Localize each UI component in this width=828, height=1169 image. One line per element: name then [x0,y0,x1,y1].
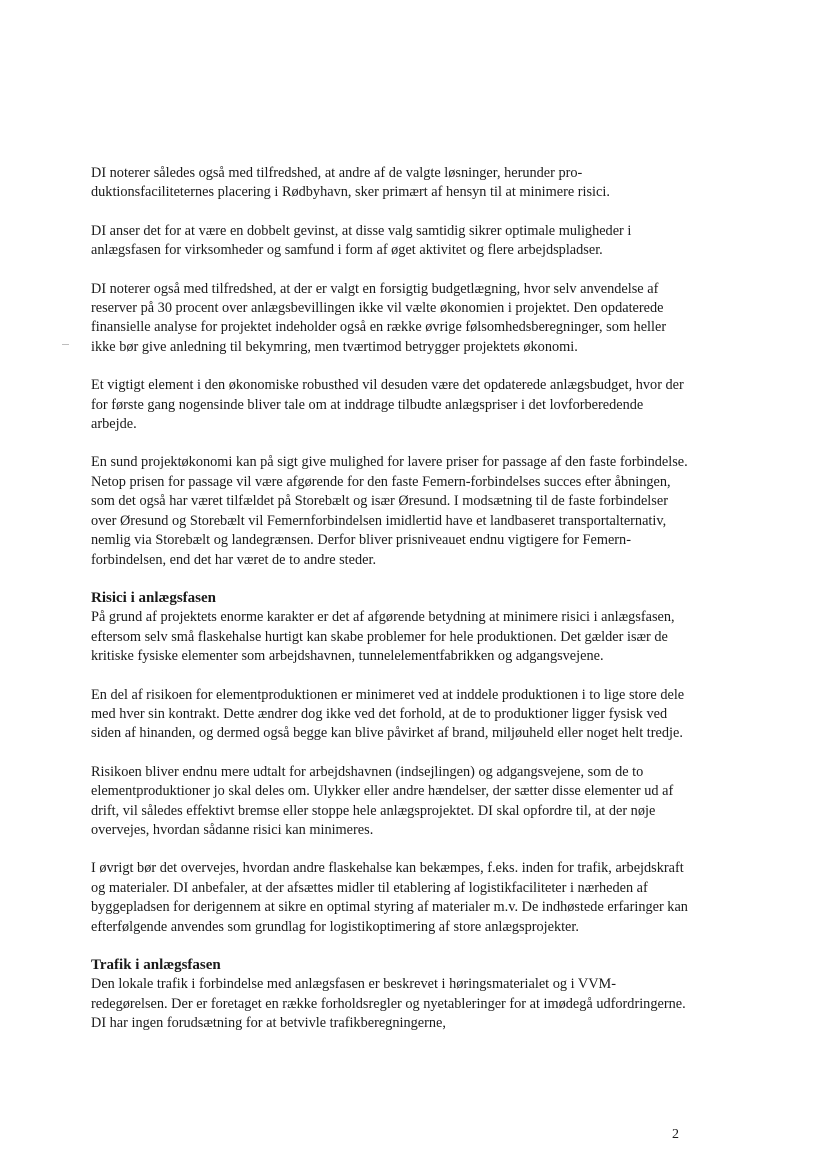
paragraph: DI anser det for at være en dobbelt gevinst, at disse valg samtidig sikrer optimale muligheder i anlægsfasen for virksomheder og samfund i form af øget aktivitet og flere arbejdspladser. [91,222,632,259]
paragraph: En del af risikoen for elementproduktionen er minimeret ved at inddele produktionen i to lige store dele med hver sin kontrakt. Dette ændrer dog ikke ved det forhold, at de to produktioner ligger fysisk ved siden af hinanden, og dermed også begge kan blive påvirket af brand, miljøuheld eller noget helt tredje. [91,686,685,742]
paragraph: En sund projektøkonomi kan på sigt give mulighed for lavere priser for passage af den faste forbindelse. Netop prisen for passage vil være afgørende for den faste Femern-forbindelses succes efter åbningen, som det også har været tilfældet på Storebælt og især Øresund. I modsætning til de faste forbindelser over Øresund og Storebælt vil Femernforbindelsen imidlertid have et landbaseret transportalternativ, nemlig via Storebælt og landegrænsen. Derfor bliver prisniveauet endnu vigtigere for Femern-forbindelsen, end det har været de to andre steder. [91,454,688,568]
margin-mark [62,344,69,345]
paragraph: Et vigtigt element i den økonomiske robusthed vil desuden være det opdaterede anlægsbudget, hvor der for første gang nogensinde bliver tale om at inddrage tilbudte anlægspriser i det lovforberedende arbejde. [91,377,684,433]
paragraph: DI noterer således også med tilfredshed, at andre af de valgte løsninger, herunder produktionsfaciliteternes placering i Rødbyhavn, sker primært af hensyn til at minimere risici. [91,165,610,201]
page-number: 2 [672,1127,679,1142]
section-heading-trafik: Trafik i anlægsfasen [91,957,221,973]
paragraph: På grund af projektets enorme karakter er det af afgørende betydning at minimere risici i anlægsfasen, eftersom selv små flaskehalse hurtigt kan skabe problemer for hele produktionen. Det gælder især de kritiske fysiske elementer som arbejdshavnen, tunnelelementfabrikken og adgangsvejene. [91,609,675,665]
document-body [91,164,691,1034]
paragraph: Risikoen bliver endnu mere udtalt for arbejdshavnen (indsejlingen) og adgangsvejene, som de to elementproduktioner jo skal deles om. Ulykker eller andre hændelser, der sætter disse elementer ud af drift, vil således effektivt bremse eller stoppe hele anlægsprojektet. DI skal opfordre til, at der nøje overvejes, hvordan sådanne risici kan minimeres. [91,763,674,838]
paragraph: Den lokale trafik i forbindelse med anlægsfasen er beskrevet i høringsmaterialet og i VVM-redegørelsen. Der er foretaget en række forholdsregler og nyetableringer for at imødegå udfordringerne. DI har ingen forudsætning for at betvivle trafikberegningerne, [91,976,686,1032]
paragraph: I øvrigt bør det overvejes, hvordan andre flaskehalse kan bekæmpes, f.eks. inden for trafik, arbejdskraft og materialer. DI anbefaler, at der afsættes midler til etablering af logistikfaciliteter i nærheden af byggepladsen for derigennem at sikre en optimal styring af materialer m.v. De indhøstede erfaringer kan efterfølgende anvendes som grundlag for logistikoptimering af store anlægsprojekter. [91,860,688,935]
section-heading-risici: Risici i anlægsfasen [91,589,217,606]
paragraph: DI noterer også med tilfredshed, at der er valgt en forsigtig budgetlægning, hvor selv anvendelse af reserver på 30 procent over anlægsbevillingen ikke vil vælte økonomien i projektet. Den opdaterede finansielle analyse for projektet indeholder også en række øvrige følsomhedsberegninger, som heller ikke bør give anledning til bekymring, men tværtimod betrygger projektets økonomi. [91,280,667,355]
